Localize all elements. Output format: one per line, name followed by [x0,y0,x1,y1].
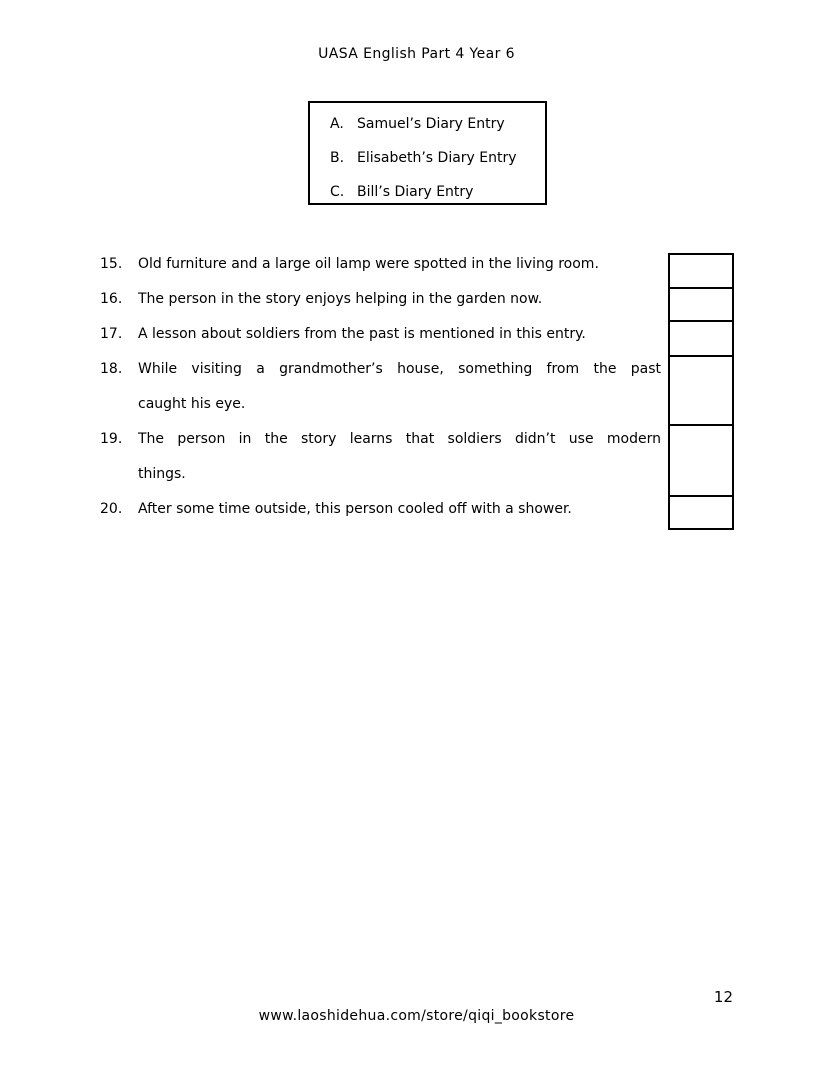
question-line: A lesson about soldiers from the past is mentioned in this entry. [138,326,586,342]
question-row-16 [100,282,661,317]
question-line: After some time outside, this person cooled off with a shower. [138,501,572,517]
question-text [138,492,661,527]
options-box [308,101,547,205]
answer-box-18 [668,355,734,426]
answer-box-15 [668,253,734,289]
answer-box-column [668,253,734,530]
option-text-a: Samuel’s Diary Entry [357,116,505,132]
option-label-b: B. [330,150,345,166]
question-number: 15. [100,256,123,272]
question-row-15 [100,247,661,282]
question-number: 18. [100,361,123,377]
answer-box-16 [668,287,734,322]
question-line: Old furniture and a large oil lamp were spotted in the living room. [138,256,599,272]
option-label-c: C. [330,184,345,200]
option-label-a: A. [330,116,344,132]
question-row-20 [100,492,661,527]
question-line: The person in the story enjoys helping in the garden now. [138,291,543,307]
question-line: caught his eye. [138,396,246,412]
footer-url: www.laoshidehua.com/store/qiqi_bookstore [258,1008,575,1024]
question-number: 16. [100,291,123,307]
questions-list [100,247,661,527]
answer-box-20 [668,495,734,530]
question-row-19 [100,422,661,492]
question-text [138,247,661,282]
question-line: things. [138,466,186,482]
option-row-c [310,175,545,209]
question-row-18 [100,352,661,422]
answer-box-17 [668,320,734,357]
option-text-c: Bill’s Diary Entry [357,184,474,200]
option-row-a [310,107,545,141]
question-line: While visiting a grandmother’s house, something from the past [138,361,661,377]
question-text [138,352,661,422]
question-number: 17. [100,326,123,342]
option-row-b [310,141,545,175]
question-number: 20. [100,501,123,517]
question-text [138,422,661,492]
question-text [138,317,661,352]
option-text-b: Elisabeth’s Diary Entry [357,150,517,166]
question-text [138,282,661,317]
question-row-17 [100,317,661,352]
page-header-title: UASA English Part 4 Year 6 [318,46,515,62]
question-number: 19. [100,431,123,447]
question-line: The person in the story learns that soldiers didn’t use modern [138,431,661,447]
answer-box-19 [668,424,734,497]
page-number: 12 [713,988,733,1006]
